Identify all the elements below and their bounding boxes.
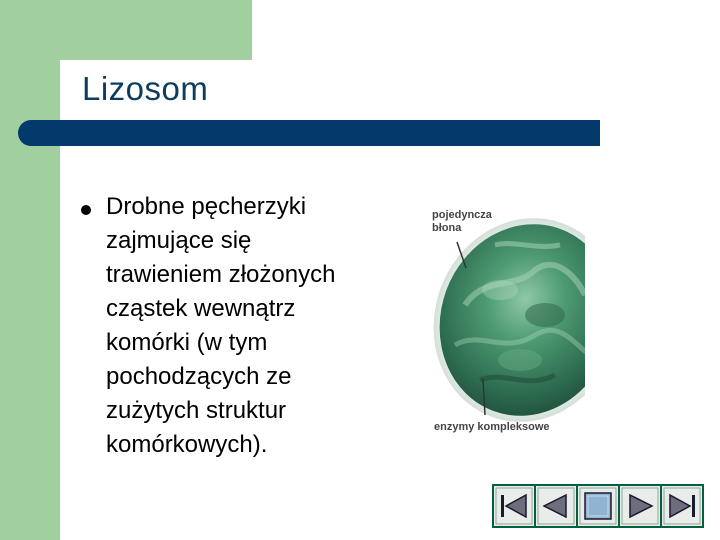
bullet-line: trawieniem złożonych: [106, 261, 336, 288]
membrane-label-line2: błona: [432, 222, 462, 234]
last-slide-icon: [660, 484, 704, 528]
first-slide-icon: [492, 484, 536, 528]
bullet-text: [106, 190, 396, 462]
title-underline-bar: [18, 120, 600, 146]
bullet-line: zużytych struktur: [106, 397, 287, 424]
top-green-block: [60, 0, 252, 60]
last-slide-button[interactable]: [660, 484, 704, 528]
bullet-line: komórki (w tym: [106, 329, 268, 356]
bullet-line: zajmujące się: [106, 227, 252, 254]
next-slide-button[interactable]: [618, 484, 662, 528]
slide-title: Lizosom: [82, 70, 209, 107]
bullet-line: komórkowych).: [106, 431, 268, 458]
first-slide-button[interactable]: [492, 484, 536, 528]
previous-slide-button[interactable]: [534, 484, 578, 528]
home-icon: [576, 484, 620, 528]
membrane-label-line1: pojedyncza: [432, 209, 492, 221]
membrane-label: [432, 209, 492, 235]
home-button[interactable]: [576, 484, 620, 528]
bullet-icon: [81, 205, 91, 215]
enzymes-label: enzymy kompleksowe: [434, 421, 550, 433]
bullet-line: pochodzących ze: [106, 363, 292, 390]
bullet-line: cząstek wewnątrz: [106, 295, 296, 322]
left-green-strip: [0, 0, 60, 540]
next-slide-icon: [618, 484, 662, 528]
previous-slide-icon: [534, 484, 578, 528]
bullet-line: Drobne pęcherzyki: [106, 193, 307, 220]
